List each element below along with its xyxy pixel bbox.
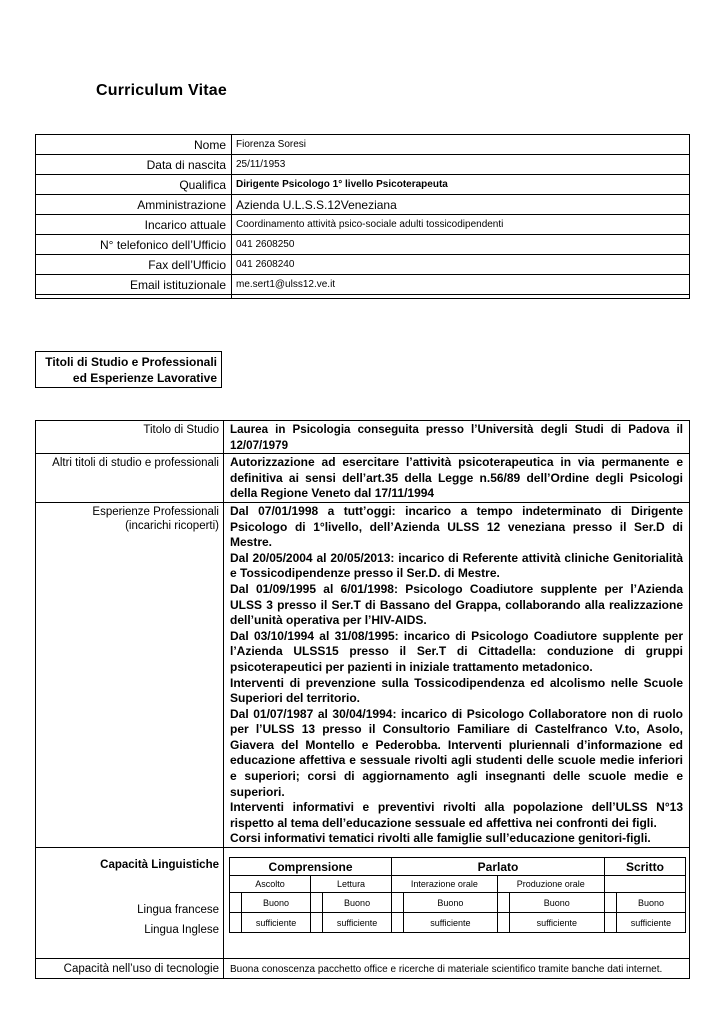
lang-level-code [497, 913, 509, 933]
lang-subheader: Produzione orale [497, 876, 604, 893]
experience-item: Interventi di prevenzione sulla Tossicodipendenza ed alcolismo nelle Scuole Superiori del territorio. [230, 675, 683, 706]
info-row-birthdate [36, 155, 690, 175]
lang-level-code [497, 893, 509, 913]
lang-subheader [604, 876, 685, 893]
info-label: Data di nascita [36, 155, 232, 175]
info-label: Email istituzionale [36, 275, 232, 295]
lang-level: Buono [323, 893, 392, 913]
lang-subheader: Lettura [311, 876, 392, 893]
study-value: Laurea in Psicologia conseguita presso l’Università degli Studi di Padova il 12/07/1979 [224, 421, 690, 454]
experience-label-line1: Esperienze Professionali [92, 505, 219, 518]
other-titles-value: Autorizzazione ad esercitare l’attività psicoterapeutica in via permanente e definitiva ai sensi dell’art.35 della Legge n.56/89 dell’Ordine degli Psicologi della Regione Veneto dal 17/11/1994 [224, 454, 690, 503]
info-row-administration [36, 195, 690, 215]
info-label: Nome [36, 135, 232, 155]
info-value: Dirigente Psicologo 1° livello Psicoterapeuta [232, 175, 690, 195]
other-titles-label: Altri titoli di studio e professionali [36, 454, 224, 503]
info-row-spacer [36, 295, 690, 299]
lang-level: Buono [509, 893, 604, 913]
section-heading-line2: ed Esperienze Lavorative [72, 371, 217, 385]
row-study-title [36, 421, 690, 454]
experience-value [224, 502, 690, 847]
spacer-cell [232, 295, 690, 299]
lang-level: sufficiente [509, 913, 604, 933]
info-value: Coordinamento attività psico-sociale adulti tossicodipendenti [232, 215, 690, 235]
experience-label-line2: (incarichi ricoperti) [125, 519, 219, 532]
experience-item: Interventi informativi e preventivi rivolti alla popolazione dell’ULSS N°13 rispetto al tema dell’educazione sessuale ed affettiva nei confronti dei figli. [230, 800, 683, 830]
lang-row-english [230, 913, 686, 933]
info-value: Fiorenza Soresi [232, 135, 690, 155]
lang-header-row [230, 858, 686, 876]
info-label: Amministrazione [36, 195, 232, 215]
lang-level: sufficiente [323, 913, 392, 933]
lang-header: Parlato [392, 858, 605, 876]
lang-row-french [230, 893, 686, 913]
language-name: Lingua francese [137, 904, 219, 917]
info-label: Qualifica [36, 175, 232, 195]
lang-header: Comprensione [230, 858, 392, 876]
info-value: Azienda U.L.S.S.12Veneziana [232, 195, 690, 215]
personal-info-table [35, 134, 690, 299]
spacer [36, 872, 219, 900]
page-title: Curriculum Vitae [96, 82, 227, 99]
info-row-qualification [36, 175, 690, 195]
section-heading [35, 351, 222, 388]
languages-table [229, 857, 686, 933]
row-other-titles [36, 454, 690, 503]
experience-table [35, 420, 690, 979]
experience-label [36, 502, 224, 847]
lang-level-code [392, 913, 404, 933]
lang-level-code [604, 893, 616, 913]
lang-level: Buono [404, 893, 498, 913]
lang-level-code [311, 913, 323, 933]
lang-header: Scritto [604, 858, 685, 876]
info-value: 25/11/1953 [232, 155, 690, 175]
info-row-email [36, 275, 690, 295]
languages-label-cell [36, 848, 224, 959]
lang-level: sufficiente [404, 913, 498, 933]
experience-item: Dal 01/09/1995 al 6/01/1998: Psicologo Coadiutore supplente per l’Azienda ULSS 3 presso il Ser.T di Bassano del Grappa, collaborando alla realizzazione dell’unità operativa per l’HIV-AIDS. [230, 581, 683, 628]
info-label: Incarico attuale [36, 215, 232, 235]
lang-level: Buono [616, 893, 685, 913]
row-experience [36, 502, 690, 847]
info-row-phone [36, 235, 690, 255]
info-row-fax [36, 255, 690, 275]
experience-item: Dal 07/01/1998 a tutt’oggi: incarico a tempo indeterminato di Dirigente Psicologo di 1°livello, dell’Azienda ULSS 12 veneziana presso il Ser.D di Mestre. [230, 503, 683, 550]
lang-subheader: Interazione orale [392, 876, 498, 893]
lang-level: sufficiente [242, 913, 311, 933]
row-languages [36, 848, 690, 959]
languages-label: Capacità Linguistiche [100, 859, 219, 872]
lang-level: sufficiente [616, 913, 685, 933]
lang-level-code [230, 913, 242, 933]
info-value: me.sert1@ulss12.ve.it [232, 275, 690, 295]
tech-label: Capacità nell’uso di tecnologie [36, 959, 224, 979]
experience-item: Dal 01/07/1987 al 30/04/1994: incarico di Psicologo Collaboratore non di ruolo per l’ULSS 13 presso il Consultorio Familiare di Castelfranco V.to, Asolo, Giavera del Montello e Pederobba. Interventi pluriennali d’informazione ed educazione affettiva e sessuale rivolti agli studenti delle scuole medie inferiori e superiori; corsi di aggiornamento agli insegnanti delle scuole medie e superiori. [230, 706, 683, 799]
info-row-current-role [36, 215, 690, 235]
tech-value: Buona conoscenza pacchetto office e ricerche di materiale scientifico tramite banche dati internet. [224, 959, 690, 979]
study-label: Titolo di Studio [36, 421, 224, 454]
info-value: 041 2608240 [232, 255, 690, 275]
lang-subheader-row [230, 876, 686, 893]
lang-level-code [604, 913, 616, 933]
languages-cell [224, 848, 690, 959]
info-row-name [36, 135, 690, 155]
experience-item: Corsi informativi tematici rivolti alle famiglie sull’educazione genitori-figli. [230, 831, 651, 846]
section-heading-line1: Titoli di Studio e Professionali [45, 355, 217, 369]
lang-level-code [230, 893, 242, 913]
lang-level: Buono [242, 893, 311, 913]
lang-subheader: Ascolto [230, 876, 311, 893]
info-value: 041 2608250 [232, 235, 690, 255]
lang-level-code [392, 893, 404, 913]
info-label: Fax dell’Ufficio [36, 255, 232, 275]
lang-level-code [311, 893, 323, 913]
spacer-cell [36, 295, 232, 299]
info-label: N° telefonico dell’Ufficio [36, 235, 232, 255]
language-name: Lingua Inglese [144, 924, 219, 937]
experience-item: Dal 03/10/1994 al 31/08/1995: incarico di Psicologo Coadiutore supplente per l’Azienda ULSS15 presso il Ser.T di Cittadella: conduzione di gruppi psicoterapeutici per pazienti in iniziale trattamento metadonico. [230, 628, 683, 674]
experience-item: Dal 20/05/2004 al 20/05/2013: incarico di Referente attività cliniche Genitorialità e Tossicodipendenze presso il Ser.D. di Mestre. [230, 550, 683, 581]
row-tech [36, 959, 690, 979]
